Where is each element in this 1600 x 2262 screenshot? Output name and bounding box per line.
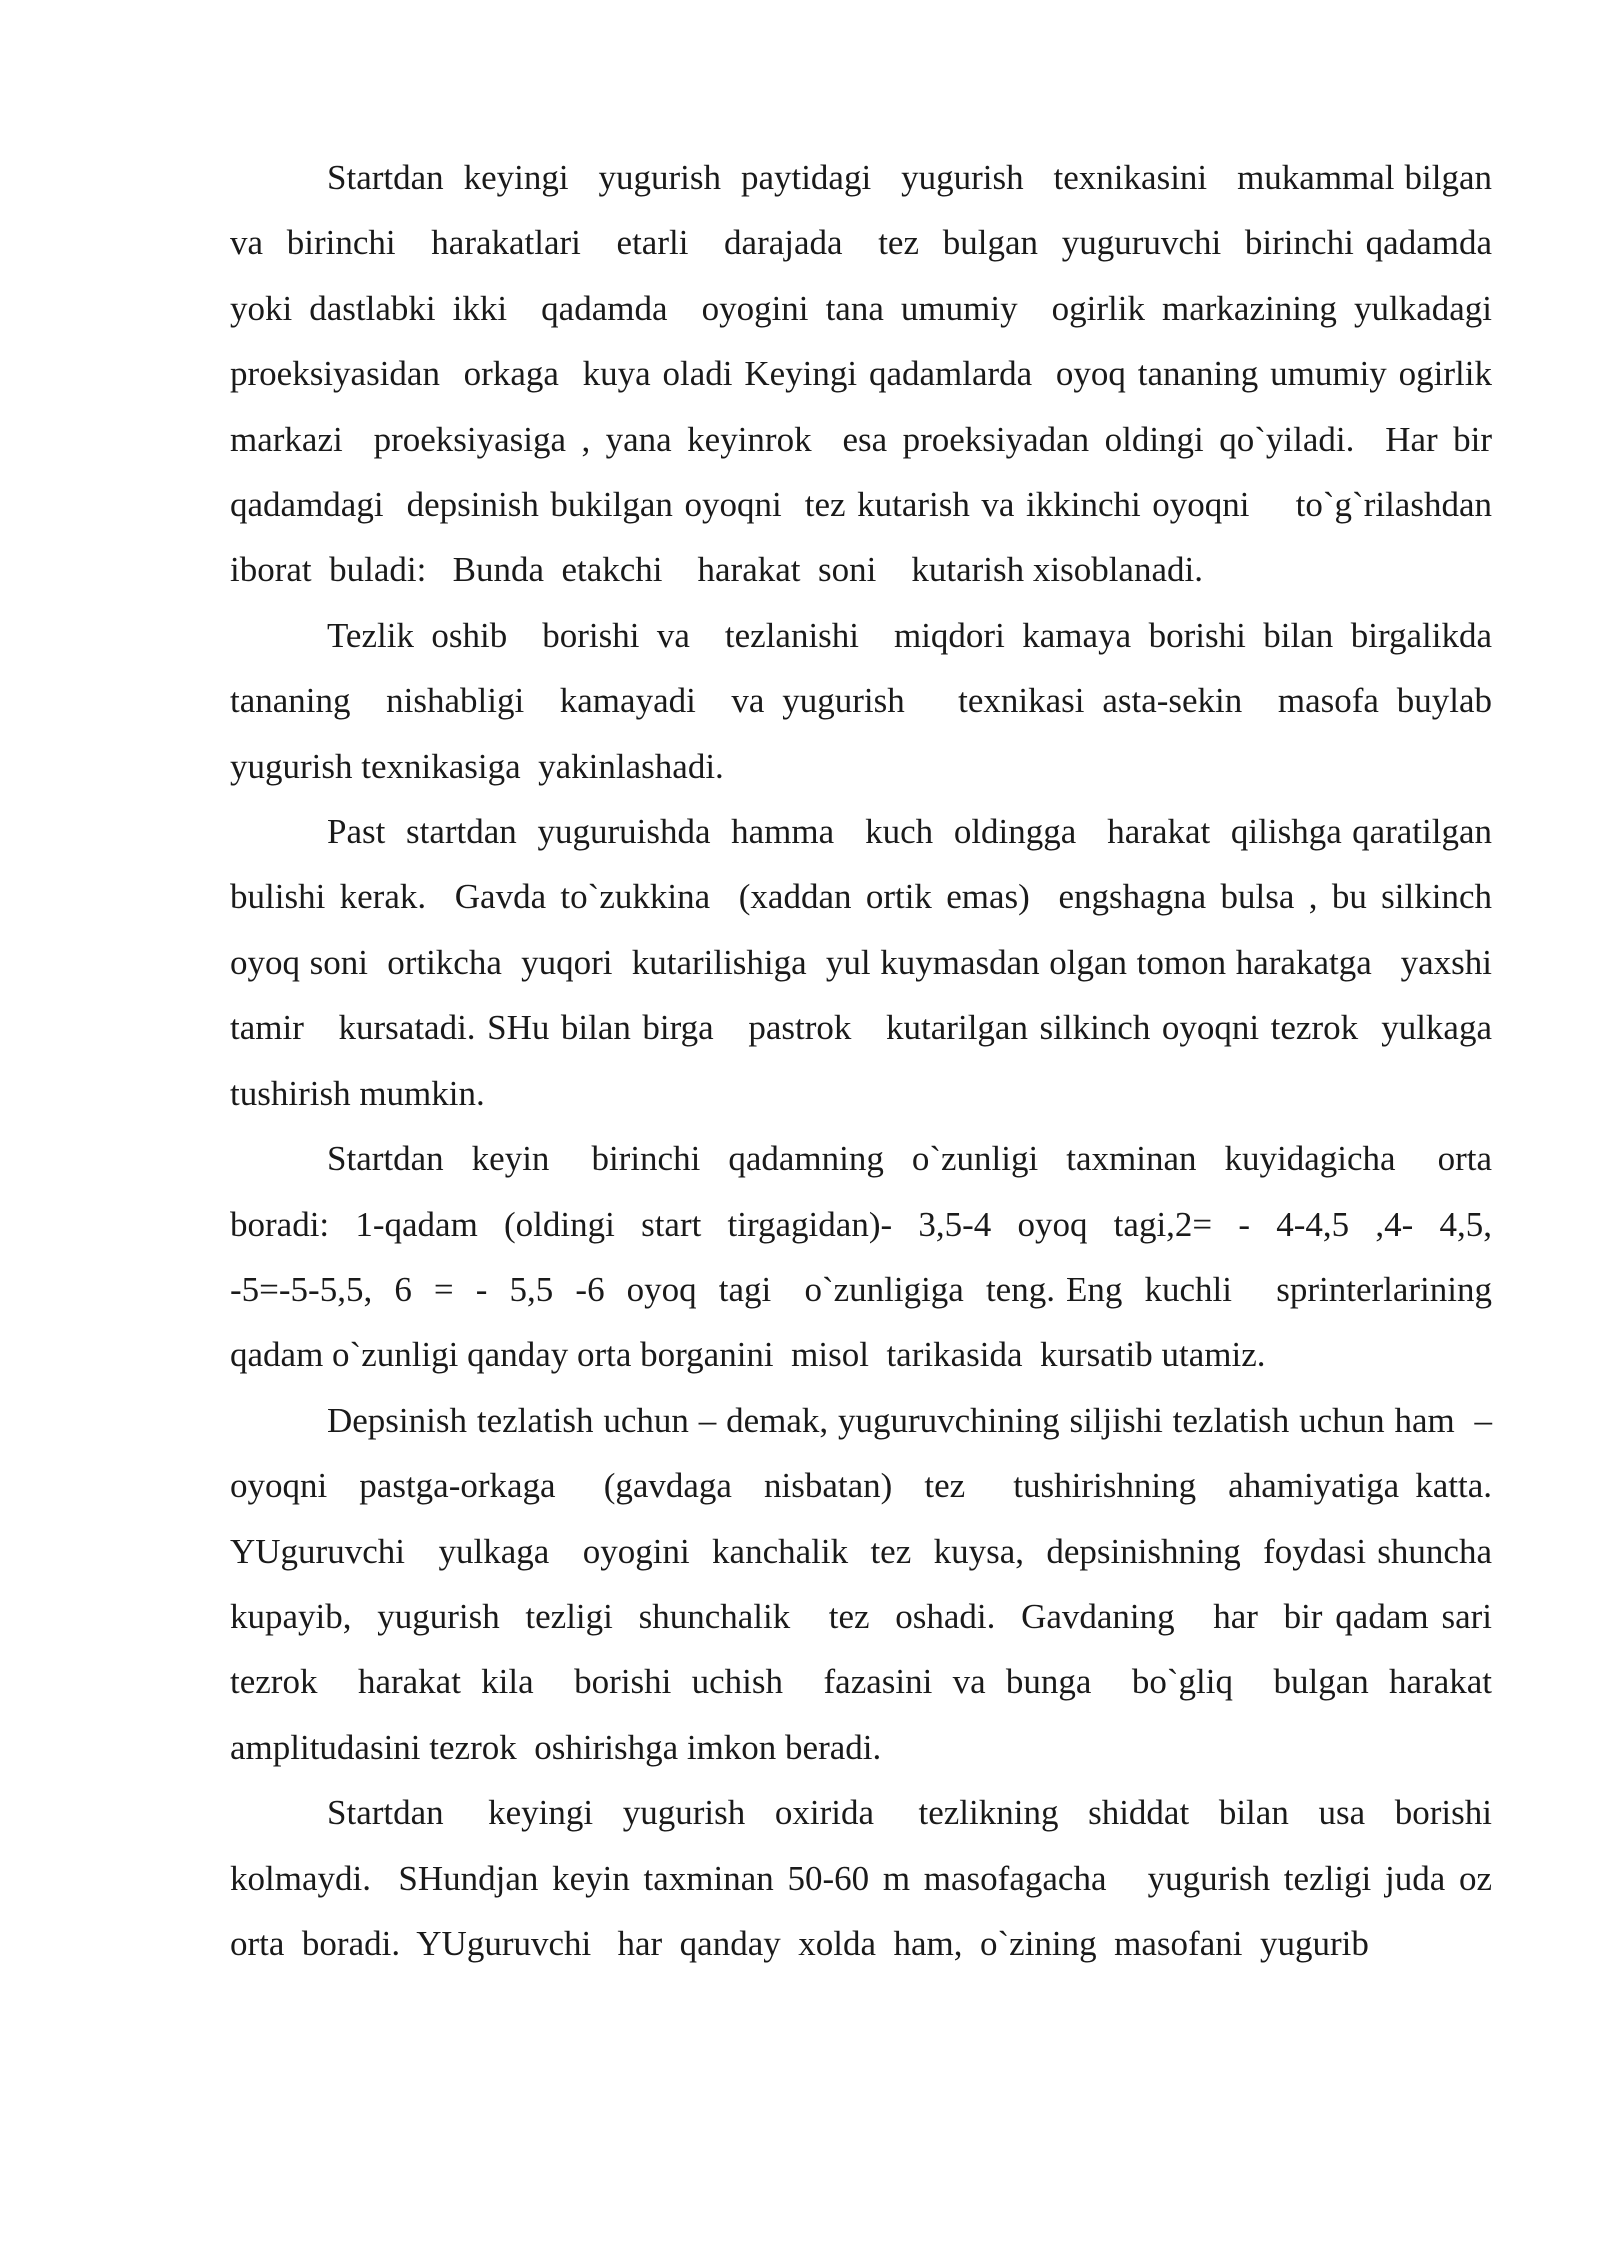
paragraph-2: Tezlik oshib borishi va tezlanishi miqdori kamaya borishi bilan birgalikda tananing nishabligi kamayadi va yugurish texnikasi asta-sekin masofa buylab yugurish texnikasiga yakinlashadi.: [230, 615, 1501, 786]
paragraph-5: Depsinish tezlatish uchun – demak, yuguruvchining siljishi tezlatish uchun ham – oyoqni pastga-orkaga (gavdaga nisbatan) tez tushirishning ahamiyatiga katta. YUguruvchi yulkaga oyogini kanchalik tez kuysa, depsinishning foydasi shuncha kupayib, yugurish tezligi shunchalik tez oshadi. Gavdaning har bir qadam sari tezrok harakat kila borishi uchish fazasini va bunga bo`gliq bulgan harakat amplitudasini tezrok oshirishga imkon beradi.: [230, 1400, 1519, 1767]
paragraph-6: Startdan keyingi yugurish oxirida tezlikning shiddat bilan usa borishi kolmaydi. SHundjan keyin taxminan 50-60 m masofagacha yugurish tezligi juda oz orta boradi. YUguruvchi har qanday xolda ham, o`zining masofani yugurib: [230, 1793, 1519, 1963]
paragraph-1: Startdan keyingi yugurish paytidagi yugurish texnikasini mukammal bilgan va birinchi harakatlari etarli darajada tez bulgan yuguruvchi birinchi qadamda yoki dastlabki ikki qadamda oyogini tana umumiy ogirlik markazining yulkadagi proeksiyasidan orkaga kuya oladi Keyingi qadamlarda oyoq tananing umumiy ogirlik markazi proeksiyasiga , yana keyinrok esa proeksiyadan oldingi qo`yiladi. Har bir qadamdagi depsinish bukilgan oyoqni tez kutarish va ikkinchi oyoqni to`g`rilashdan iborat buladi: Bunda etakchi harakat soni kutarish xisoblanadi.: [230, 158, 1527, 590]
paragraph-4: Startdan keyin birinchi qadamning o`zunligi taxminan kuyidagicha orta boradi: 1-qadam (oldingi start tirgagidan)- 3,5-4 oyoq tagi,2= - 4-4,5 ,4- 4,5, -5=-5-5,5, 6 = - 5,5 -6 oyoq tagi o`zunligiga teng. Eng kuchli sprinterlarining qadam o`zunligi qanday orta borganini misol tarikasida kursatib utamiz.: [230, 1139, 1501, 1375]
document-body: [230, 145, 1527, 1976]
paragraph-3: Past startdan yuguruishda hamma kuch oldingga harakat qilishga qaratilgan bulishi kerak. Gavda to`zukkina (xaddan ortik emas) engshagna bulsa , bu silkinch oyoq soni ortikcha yuqori kutarilishiga yul kuymasdan olgan tomon harakatga yaxshi tamir kursatadi. SHu bilan birga pastrok kutarilgan silkinch oyoqni tezrok yulkaga tushirish mumkin.: [230, 812, 1510, 1113]
